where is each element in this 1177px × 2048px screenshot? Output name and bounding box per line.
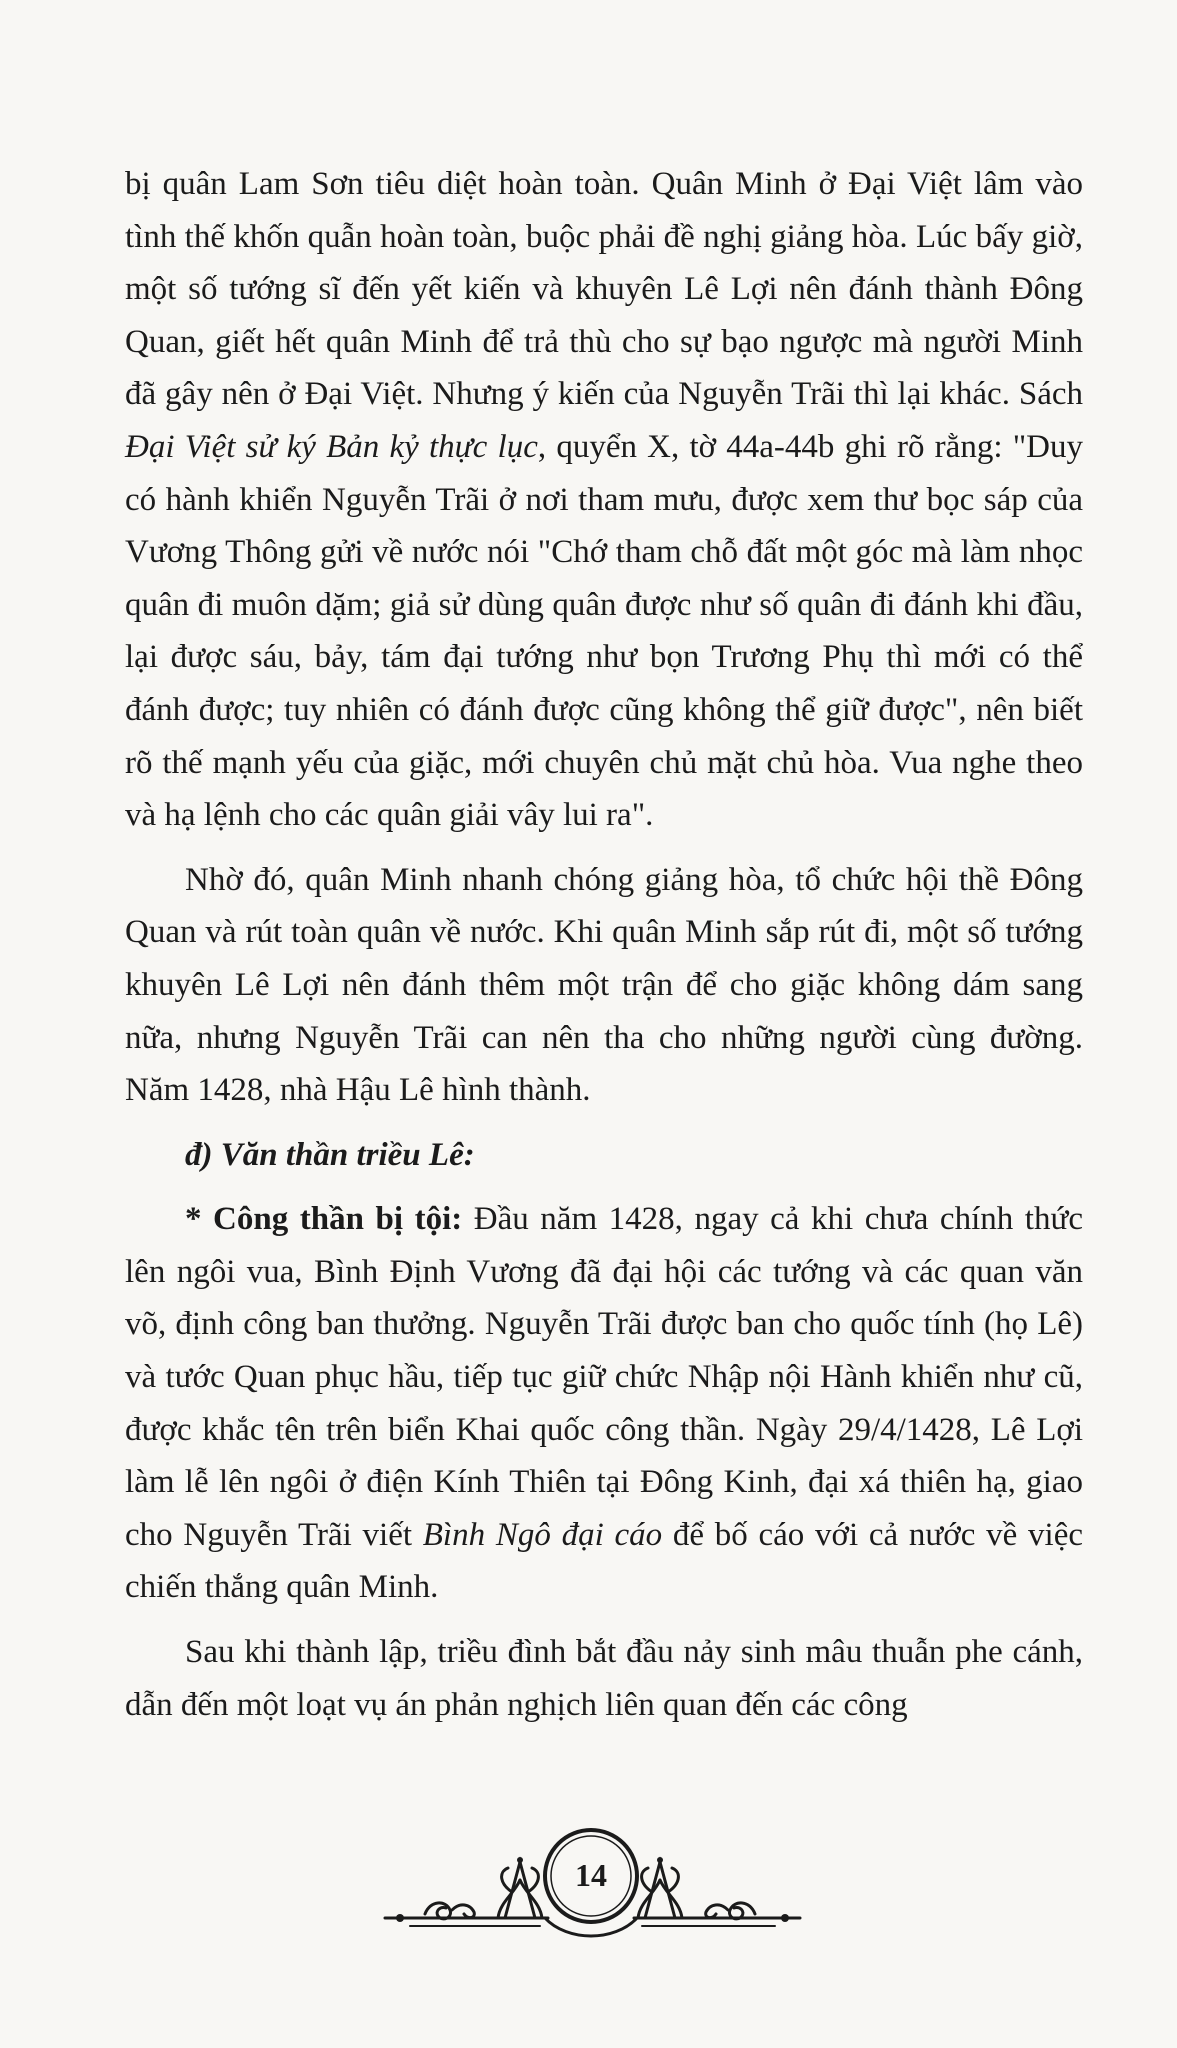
page-footer-ornament <box>0 1822 1177 1952</box>
work-title-italic: Bình Ngô đại cáo <box>422 1516 663 1553</box>
book-title-italic: Đại Việt sử ký Bản kỷ thực lục <box>125 428 538 465</box>
text-run: Đầu năm 1428, ngay cả khi chưa chính thức lên ngôi vua, Bình Định Vương đã đại hội các tướng và các quan văn võ, định công ban thưởng. Nguyễn Trãi được ban cho quốc tính (họ Lê) và tước Quan phục hầu, tiếp tục giữ chức Nhập nội Hành khiển như cũ, được khắc tên trên biển Khai quốc công thần. Ngày 29/4/1428, Lê Lợi làm lễ lên ngôi ở điện Kính Thiên tại Đông Kinh, đại xá thiên hạ, giao cho Nguyễn Trãi viết <box>125 1201 1083 1553</box>
text-run: để bố cáo với cả nước về việc chiến thắng quân Minh. <box>125 1516 1083 1606</box>
text-run: , quyển X, tờ 44a-44b ghi rõ rằng: "Duy có hành khiển Nguyễn Trãi ở nơi tham mưu, được xem thư bọc sáp của Vương Thông gửi về nước nói "Chớ tham chỗ đất một góc mà làm nhọc quân đi muôn dặm; giả sử dùng quân được như số quân đi đánh khi đầu, lại được sáu, bảy, tám đại tướng như bọn Trương Phụ thì mới có thể đánh được; tuy nhiên có đánh được cũng không thể giữ được", nên biết rõ thế mạnh yếu của giặc, mới chuyên chủ mặt chủ hòa. Vua nghe theo và hạ lệnh cho các quân giải vây lui ra". <box>125 428 1083 834</box>
page-number: 14 <box>575 1857 607 1893</box>
page-body-text <box>125 158 1083 1743</box>
paragraph-4 <box>125 1626 1083 1731</box>
paragraph-2 <box>125 854 1083 1117</box>
paragraph-3 <box>125 1193 1083 1614</box>
subsection-label: * Công thần bị tội: <box>185 1201 463 1238</box>
paragraph-1 <box>125 158 1083 842</box>
text-run: Nhờ đó, quân Minh nhanh chóng giảng hòa, tổ chức hội thề Đông Quan và rút toàn quân về nước. Khi quân Minh sắp rút đi, một số tướng khuyên Lê Lợi nên đánh thêm một trận để cho giặc không dám sang nữa, nhưng Nguyễn Trãi can nên tha cho những người cùng đường. Năm 1428, nhà Hậu Lê hình thành. <box>125 861 1083 1109</box>
text-run: bị quân Lam Sơn tiêu diệt hoàn toàn. Quân Minh ở Đại Việt lâm vào tình thế khốn quẫn hoàn toàn, buộc phải đề nghị giảng hòa. Lúc bấy giờ, một số tướng sĩ đến yết kiến và khuyên Lê Lợi nên đánh thành Đông Quan, giết hết quân Minh để trả thù cho sự bạo ngược mà người Minh đã gây nên ở Đại Việt. Nhưng ý kiến của Nguyễn Trãi thì lại khác. Sách <box>125 166 1083 413</box>
section-heading <box>125 1129 1083 1182</box>
text-run: Sau khi thành lập, triều đình bắt đầu nảy sinh mâu thuẫn phe cánh, dẫn đến một loạt vụ án phản nghịch liên quan đến các công <box>125 1634 1083 1723</box>
section-heading-text: đ) Văn thần triều Lê: <box>185 1136 475 1173</box>
